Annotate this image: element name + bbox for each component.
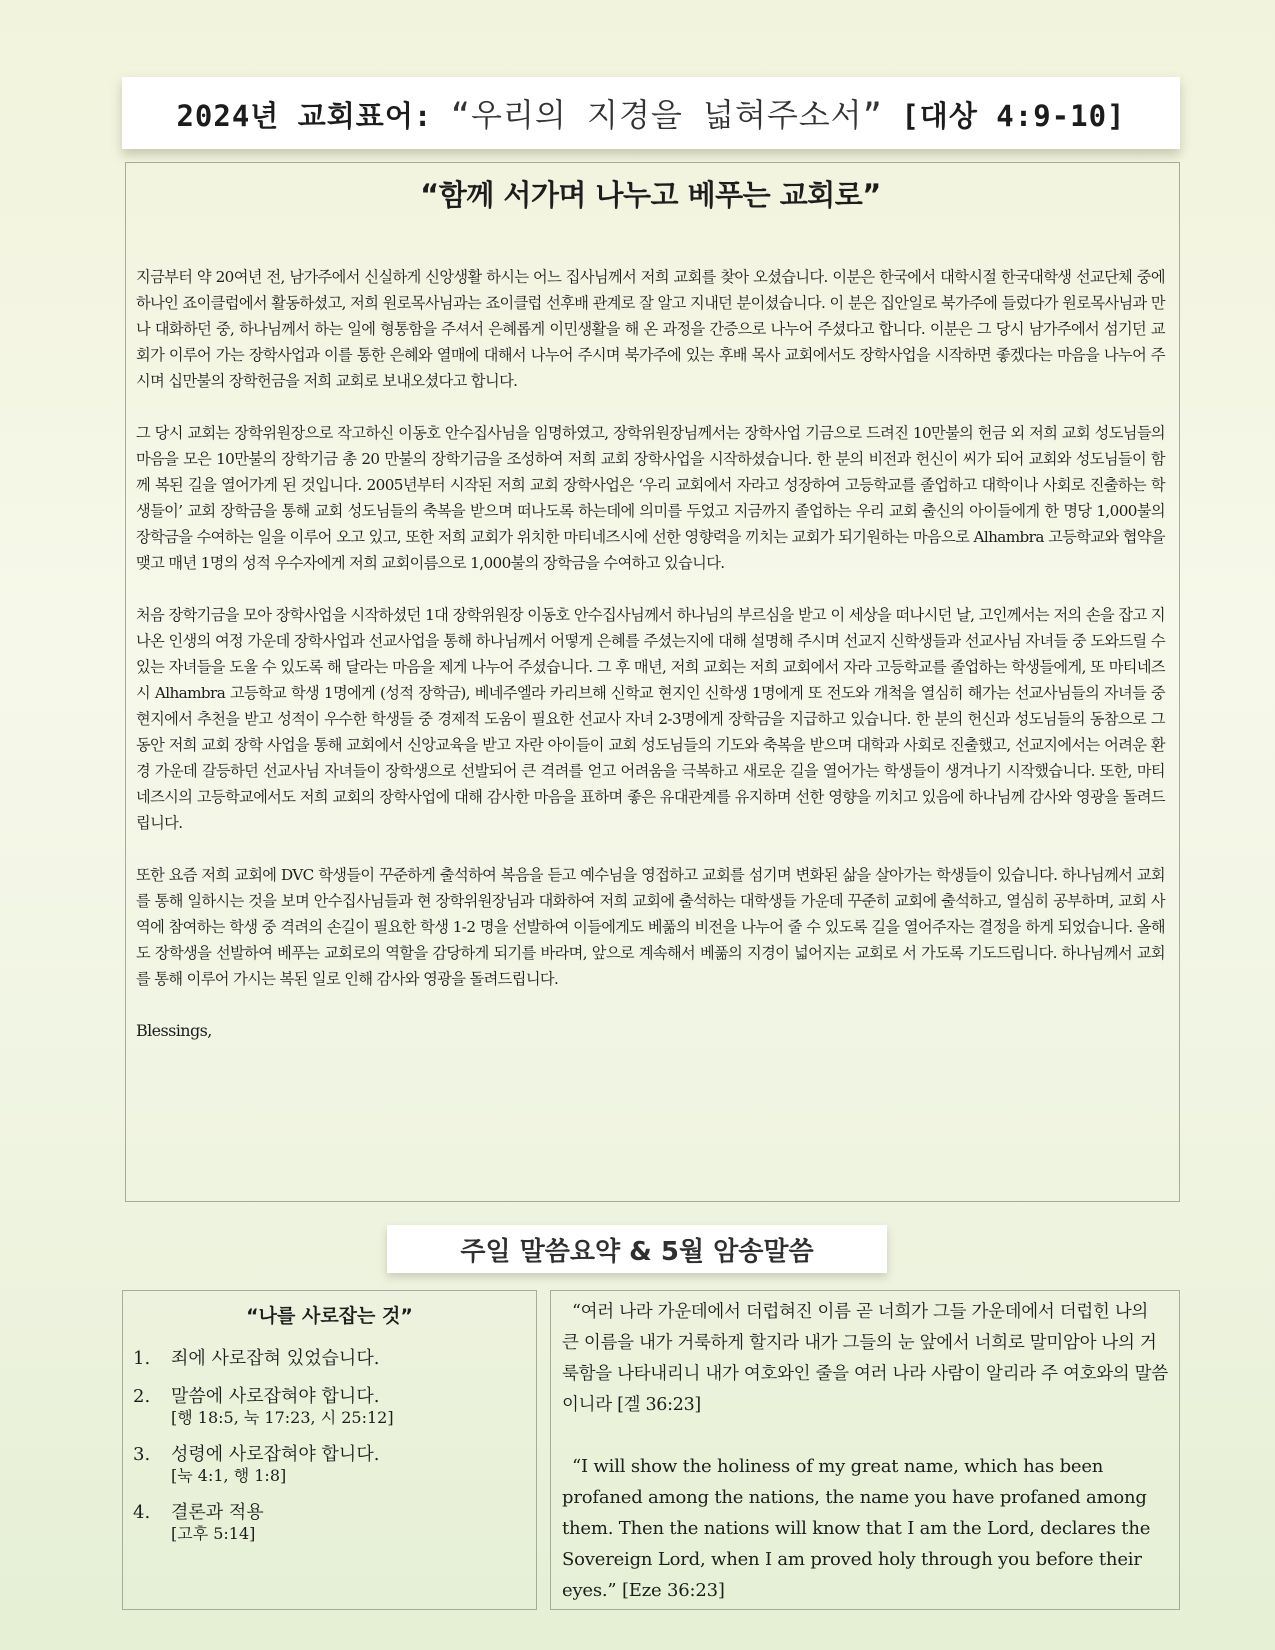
motto-prefix: 2024년 교회표어: [176,99,451,133]
memory-verse-english: “I will show the holiness of my great name, which has been profaned among the nations, the name you have profaned among them. Then the nations will know that I am the Lord, declares the Sovereign Lord, when I am proved holy through you before their eyes.” [Eze 36:23] [562,1456,1151,1601]
article-paragraph-3: 처음 장학기금을 모아 장학사업을 시작하셨던 1대 장학위원장 이동호 안수집사님께서 하나님의 부르심을 받고 이 세상을 떠나시던 날, 고인께서는 저의 손을 잡고 지나온 인생의 여정 가운데 장학사업과 선교사업을 통해 하나님께서 어떻게 은혜를 주셨는지에 대해 설명해 주시며 선교지 신학생들과 선교사님 자녀들 중 도와드릴 수 있는 자녀들을 도울 수 있도록 해 달라는 마음을 제게 나누어 주셨습니다. 그 후 매년, 저희 교회는 저희 교회에서 자라 고등학교를 졸업하는 학생들에게, 또 마티네즈시 Alhambra 고등학교 학생 1명에게 (성적 장학금), 베네주엘라 카리브해 신학교 현지인 신학생 1명에게 또 전도와 개척을 열심히 해가는 선교사님들의 자녀들 중 현지에서 추천을 받고 성적이 우수한 학생들 중 경제적 도움이 필요한 선교사 자녀 2-3명에게 장학금을 지급하고 있습니다. 한 분의 헌신과 성도님들의 동참으로 그동안 저희 교회 장학 사업을 통해 교회에서 신앙교육을 받고 자란 아이들이 교회 성도님들의 기도와 축복을 받으며 대학과 사회로 진출했고, 선교지에서는 어려운 환경 가운데 갈등하던 선교사님 자녀들이 장학생으로 선발되어 큰 격려를 얻고 어려움을 극복하고 새로운 길을 열어가는 학생들이 생겨나기 시작했습니다. 또한, 마티네즈시의 고등학교에서도 저희 교회의 장학사업에 대해 감사한 마음을 표하며 좋은 유대관계를 유지하며 선한 영향을 끼치고 있음에 하나님께 감사와 영광을 돌려드립니다. [136,606,1165,832]
point-number: 2. [133,1386,151,1407]
section-banner [387,1225,887,1273]
point-label: 죄에 사로잡혀 있었습니다. [171,1348,380,1369]
point-text [171,1348,379,1370]
motto-reference: [대상 4:9-10] [901,99,1126,133]
article-title: “함께 서가며 나누고 베푸는 교회로” [420,178,881,212]
point-text [171,1444,379,1486]
motto-banner [122,77,1180,149]
sermon-point [133,1348,536,1370]
memory-verse-korean: “여러 나라 가운데에서 더럽혀진 이름 곧 너희가 그들 가운데에서 더럽힌 나의 큰 이름을 내가 거룩하게 할지라 내가 그들의 눈 앞에서 너희로 말미암아 나의 거룩함을 나타내리니 내가 여호와인 줄을 여러 나라 사람이 알리라 주 여호와의 말씀이니라 [겔 36:23] [562,1302,1168,1415]
article-paragraph-4: 또한 요즘 저희 교회에 DVC 학생들이 꾸준하게 출석하여 복음을 듣고 예수님을 영접하고 교회를 섬기며 변화된 삶을 살아가는 학생들이 있습니다. 하나님께서 교회를 통해 일하시는 것을 보며 안수집사님들과 현 장학위원장님과 대화하여 저희 교회에 출석하는 대학생들 가운데 꾸준히 교회에 출석하고, 열심히 공부하며, 교회 사역에 참여하는 학생 중 격려의 손길이 필요한 학생 1-2 명을 선발하여 이들에게도 베풂의 비전을 나누어 줄 수 있도록 길을 열어주자는 결정을 하게 되었습니다. 올해도 장학생을 선발하여 베푸는 교회로의 역할을 감당하게 되기를 바라며, 앞으로 계속해서 베풂의 지경이 넓어지는 교회로 서 가도록 기도드립니다. 하나님께서 교회를 통해 이루어 가시는 복된 일로 인해 감사와 영광을 돌려드립니다. [136,866,1165,988]
point-reference: [행 18:5, 눅 17:23, 시 25:12] [171,1408,394,1427]
motto-text: “우리의 지경을 넓혀주소서” [450,96,883,134]
motto-banner-text [176,90,1125,136]
point-text [171,1386,394,1428]
pastor-column [125,162,1180,1202]
point-label: 결론과 적용 [171,1502,264,1523]
point-label: 말씀에 사로잡혀야 합니다. [171,1386,380,1407]
point-number: 1. [133,1348,151,1369]
section-banner-text: 주일 말씀요약 & 5월 암송말씀 [460,1236,814,1267]
point-reference: [고후 5:14] [171,1524,256,1543]
point-reference: [눅 4:1, 행 1:8] [171,1466,287,1485]
article-paragraph-2: 그 당시 교회는 장학위원장으로 작고하신 이동호 안수집사님을 임명하였고, 장학위원장님께서는 장학사업 기금으로 드려진 10만불의 헌금 외 저희 교회 성도님들의 마음을 모은 10만불의 장학기금 총 20 만불의 장학기금을 조성하여 저희 교회 장학사업을 시작하셨습니다. 한 분의 비전과 헌신이 씨가 되어 교회와 성도님들이 함께 복된 길을 열어가게 된 것입니다. 2005년부터 시작된 저희 교회 장학사업은 ‘우리 교회에서 자라고 성장하여 고등학교를 졸업하고 대학이나 사회로 진출하는 학생들이’ 교회 장학금을 통해 교회 성도님들의 축복을 받으며 떠나도록 하는데에 의미를 두었고 지금까지 졸업하는 우리 교회 출신의 아이들에게 한 명당 1,000불의 장학금을 수여하는 일을 이루어 오고 있고, 또한 저희 교회가 위치한 마티네즈시에 선한 영향력을 끼치는 교회가 되기원하는 마음으로 Alhambra 고등학교와 협약을 맺고 매년 1명의 성적 우수자에게 저희 교회이름으로 1,000불의 장학금을 수여하고 있습니다. [136,424,1165,572]
point-number: 4. [133,1502,151,1523]
sermon-point [133,1444,536,1486]
point-text [171,1502,264,1544]
point-number: 3. [133,1444,151,1465]
sermon-point [133,1386,536,1428]
sermon-point [133,1502,536,1544]
article-paragraph-1: 지금부터 약 20여년 전, 남가주에서 신실하게 신앙생활 하시는 어느 집사님께서 저희 교회를 찾아 오셨습니다. 이분은 한국에서 대학시절 한국대학생 선교단체 중에 하나인 죠이클럽에서 활동하셨고, 저희 원로목사님과는 죠이클럽 선후배 관계로 잘 알고 지내던 분이셨습니다. 이 분은 집안일로 북가주에 들렀다가 원로목사님과 만나 대화하던 중, 하나님께서 하는 일에 형통함을 주셔서 은혜롭게 이민생활을 해 온 과정을 간증으로 나누어 주셨다고 합니다. 이분은 그 당시 남가주에서 섬기던 교회가 이루어 가는 장학사업과 이를 통한 은혜와 열매에 대해서 나누어 주시며 북가주에 있는 후배 목사 교회에서도 장학사업을 시작하면 좋겠다는 마음을 나누어 주시며 십만불의 장학헌금을 저희 교회로 보내오셨다고 합니다. [136,268,1165,390]
point-label: 성령에 사로잡혀야 합니다. [171,1444,380,1465]
sermon-points [133,1348,536,1544]
memory-verse-box [550,1290,1180,1610]
sermon-title: “나를 사로잡는 것” [246,1305,413,1327]
article-closing: Blessings, [136,1021,212,1040]
sermon-summary-box [122,1290,537,1610]
